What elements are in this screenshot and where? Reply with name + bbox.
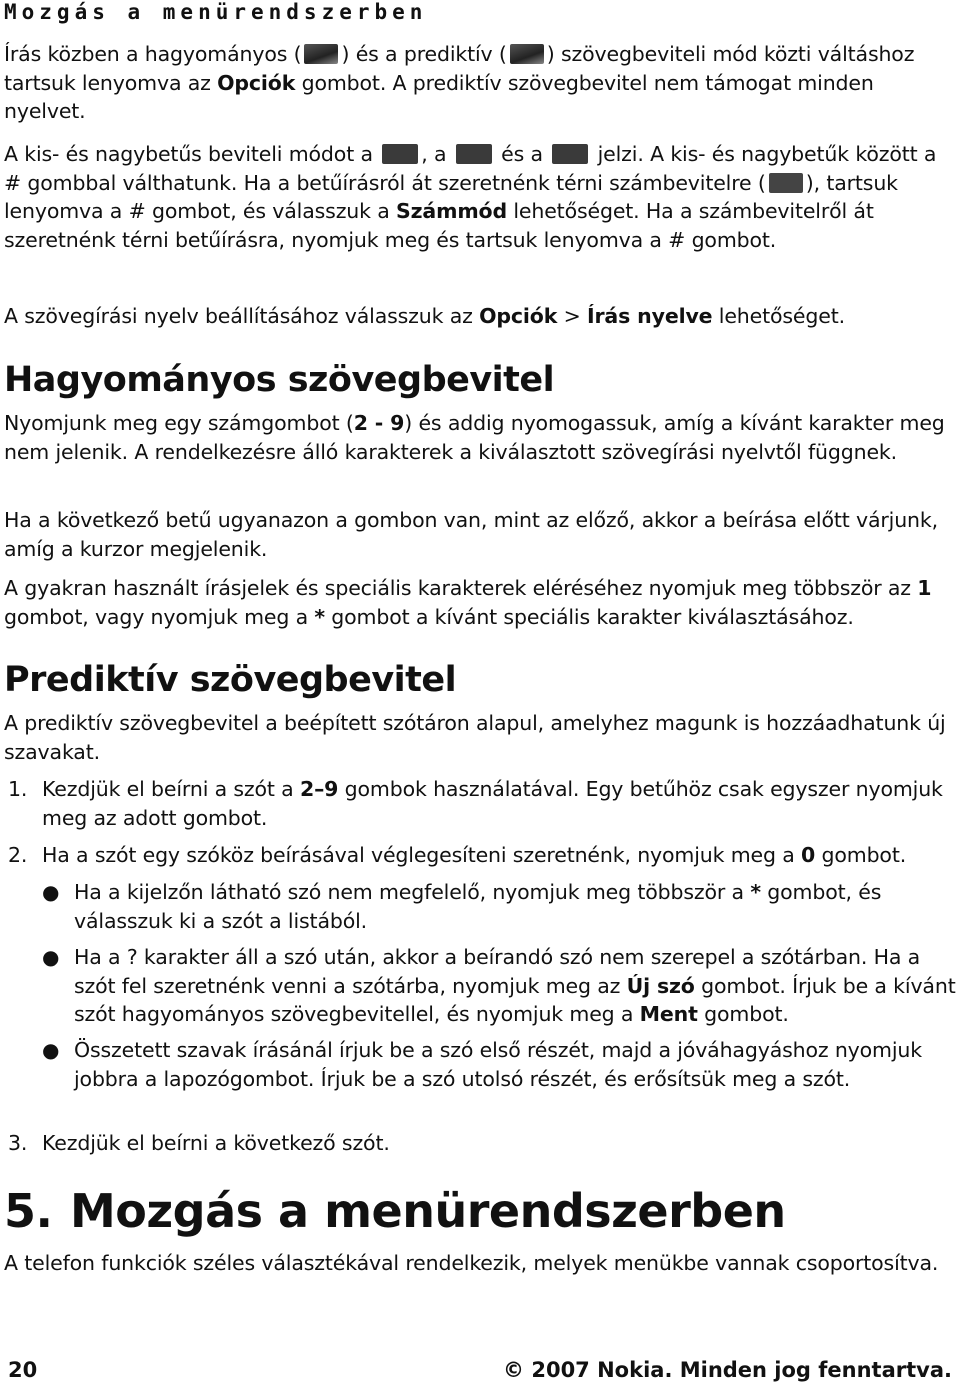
traditional-paragraph-2: Ha a következő betű ugyanazon a gombon van, mint az előző, akkor a beírása előtt várjunk, amíg a kurzor megjelenik.: [4, 508, 938, 561]
copyright: © 2007 Nokia. Minden jog fenntartva.: [503, 1358, 952, 1382]
abc-upper-case-icon: [552, 144, 588, 164]
page-number: 20: [8, 1358, 38, 1382]
heading-predictive-input: Prediktív szövegbevitel: [4, 660, 457, 700]
abc-sentence-case-icon: [382, 144, 418, 164]
step-1-marker: 1.: [8, 777, 28, 801]
step-3-text: Kezdjük el beírni a következő szót.: [42, 1131, 390, 1155]
bullet-marker: ●: [42, 1038, 60, 1062]
bullet-marker: ●: [42, 880, 60, 904]
step-2-marker: 2.: [8, 843, 28, 867]
chapter-title: Mozgás a menürendszerben: [70, 1184, 786, 1238]
running-head: Mozgás a menürendszerben: [4, 0, 428, 24]
intro-paragraph-mode-switch: Írás közben a hagyományos ( ) és a prediktív ( ) szövegbeviteli mód közti váltáshoz tartsuk lenyomva az Opciók gombot. A prediktív szövegbevitel nem támogat minden nyelvet.: [4, 42, 915, 123]
chapter-heading: [4, 1186, 786, 1236]
intro-paragraph-language: A szövegírási nyelv beállításához válasszuk az Opciók > Írás nyelve lehetőséget.: [4, 304, 845, 328]
abc-lower-case-icon: [456, 144, 492, 164]
chapter-number: 5.: [4, 1184, 53, 1238]
bullet-2-text: Ha a ? karakter áll a szó után, akkor a beírandó szó nem szerepel a szótárban. Ha a szót fel szeretnénk venni a szótárba, nyomjuk meg az Új szó gombot. Írjuk be a kívánt szót hagyományos szövegbevitellel, és nyomjuk meg a Ment gombot.: [74, 945, 956, 1026]
step-2-text: Ha a szót egy szóköz beírásával véglegesíteni szeretnénk, nyomjuk meg a 0 gombot.: [42, 843, 907, 867]
bullet-1-text: Ha a kijelzőn látható szó nem megfelelő, nyomjuk meg többször a * gombot, és válasszuk ki a szót a listából.: [74, 880, 882, 933]
pencil-predictive-icon: [510, 44, 544, 64]
chapter-intro: A telefon funkciók széles választékával rendelkezik, melyek menükbe vannak csoportosítva.: [4, 1251, 939, 1275]
heading-traditional-input: Hagyományos szövegbevitel: [4, 360, 555, 400]
intro-paragraph-case-modes: A kis- és nagybetűs beviteli módot a , a és a jelzi. A kis- és nagybetűk között a # gombbal válthatunk. Ha a betűírásról át szeretnénk térni számbevitelre ( ), tartsuk lenyomva a # gombot, és válasszuk a Számmód lehetőséget. Ha a számbevitelről át szeretnénk térni betűírásra, nyomjuk meg és tartsuk lenyomva a # gombot.: [4, 142, 937, 252]
traditional-paragraph-3: A gyakran használt írásjelek és speciális karakterek eléréséhez nyomjuk meg többször az 1 gombot, vagy nyomjuk meg a * gombot a kívánt speciális karakter kiválasztásához.: [4, 576, 932, 629]
predictive-intro: A prediktív szövegbevitel a beépített szótáron alapul, amelyhez magunk is hozzáadhatunk új szavakat.: [4, 711, 946, 764]
pencil-traditional-icon: [304, 44, 338, 64]
traditional-paragraph-1: Nyomjunk meg egy számgombot (2 - 9) és addig nyomogassuk, amíg a kívánt karakter meg nem jelenik. A rendelkezésre álló karakterek a kiválasztott szövegírási nyelvtől függnek.: [4, 411, 945, 464]
123-number-mode-icon: [769, 173, 803, 193]
step-3-marker: 3.: [8, 1131, 28, 1155]
bullet-3-text: Összetett szavak írásánál írjuk be a szó első részét, majd a jóváhagyáshoz nyomjuk jobbra a lapozógombot. Írjuk be a szó utolsó részét, és erősítsük meg a szót.: [74, 1038, 922, 1091]
bullet-marker: ●: [42, 945, 60, 969]
step-1-text: Kezdjük el beírni a szót a 2–9 gombok használatával. Egy betűhöz csak egyszer nyomjuk meg az adott gombot.: [42, 777, 943, 830]
